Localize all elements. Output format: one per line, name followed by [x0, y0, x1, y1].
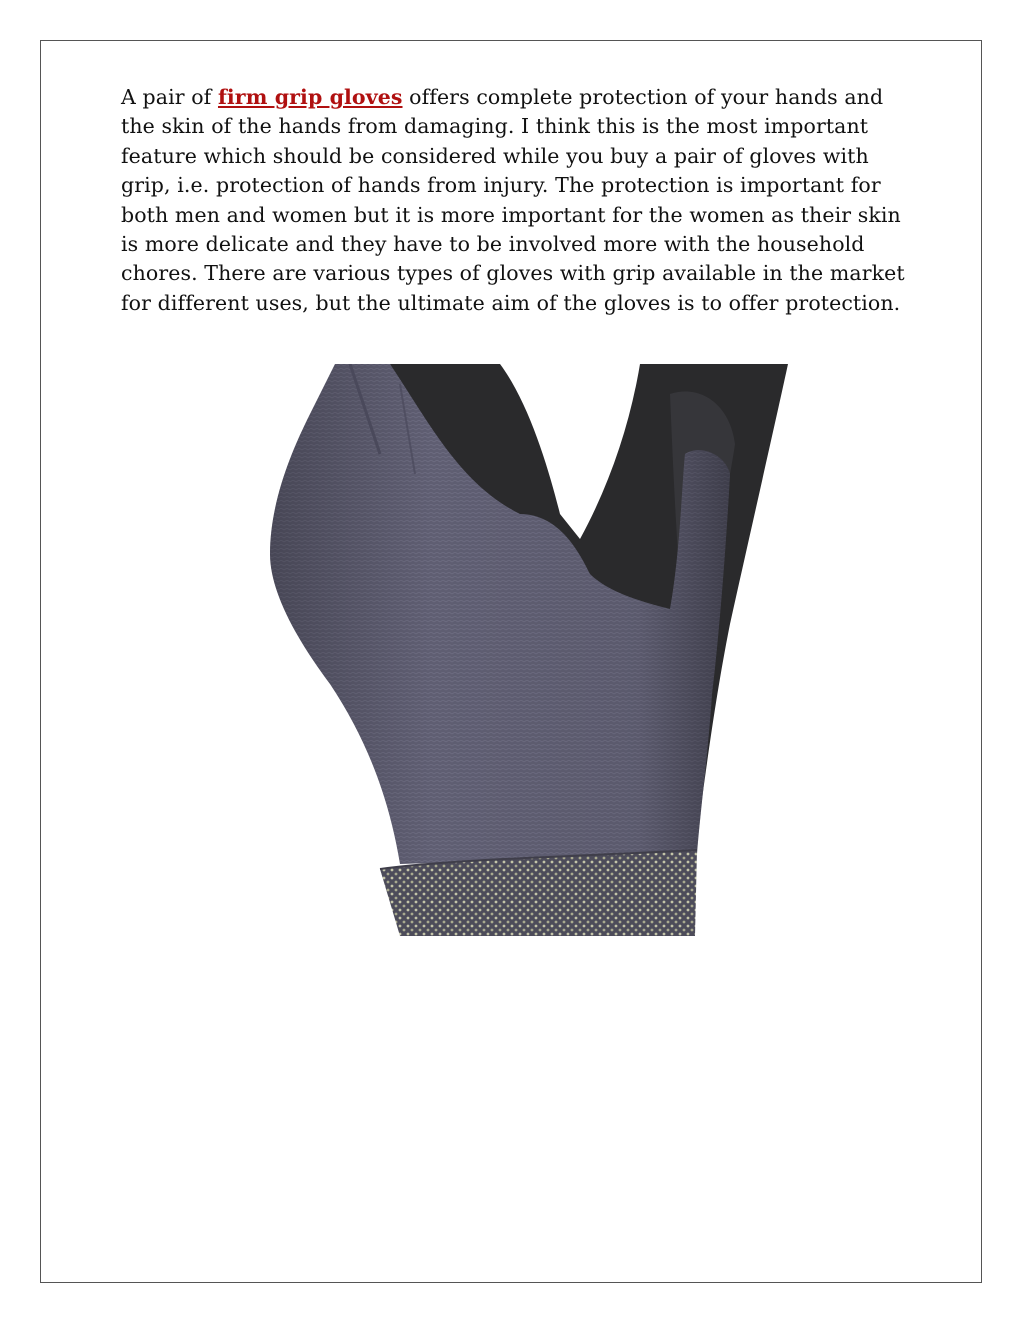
paragraph-lead: A pair of — [121, 85, 218, 109]
paragraph-rest: offers complete protection of your hands and the skin of the hands from damaging. I think this is the most important feature which should be considered while you buy a pair of gloves with grip, i.e. protection of hands from injury. The protection is important for both men and women but it is more important for the women as their skin is more delicate and they have to be involved more with the household chores. There are various types of gloves with grip available in the market for different uses, but the ultimate aim of the gloves is to offer protection. — [121, 85, 905, 315]
firm-grip-gloves-link[interactable]: firm grip gloves — [217, 85, 403, 109]
body-paragraph — [121, 83, 921, 318]
document-page — [40, 40, 982, 1283]
glove-illustration — [230, 364, 790, 936]
glove-image — [230, 364, 790, 936]
